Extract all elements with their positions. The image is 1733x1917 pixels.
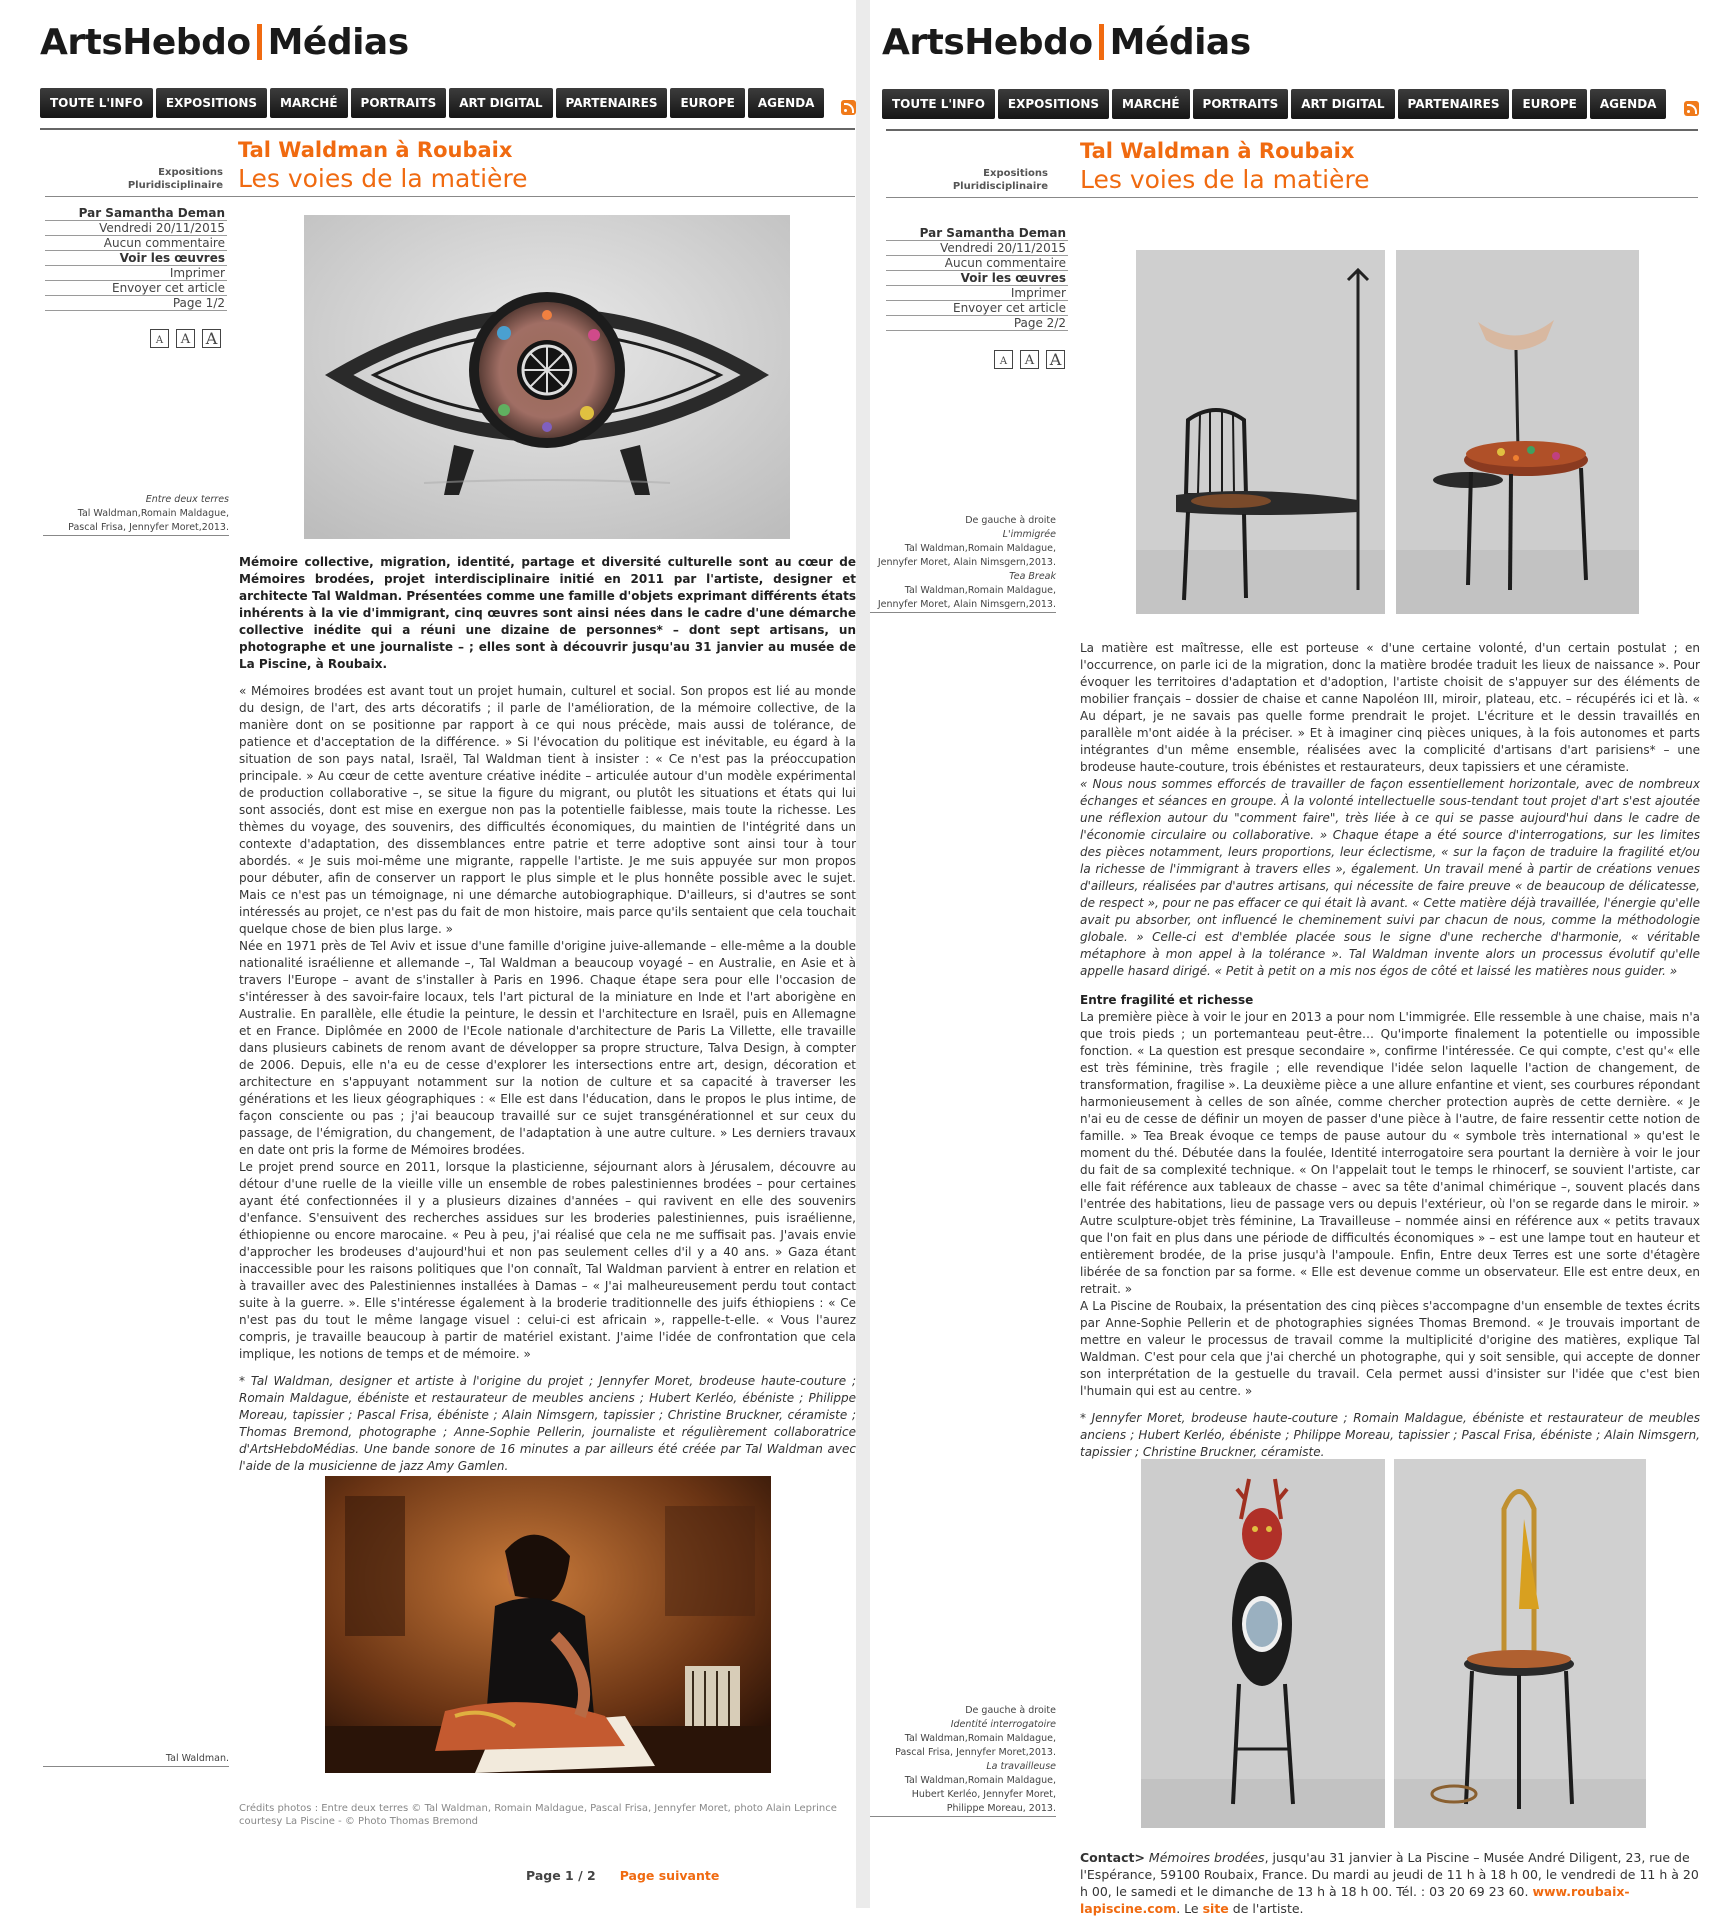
rss-icon[interactable] (1684, 101, 1699, 116)
photo-identite-interrogatoire[interactable] (1141, 1459, 1385, 1828)
logo-divider (257, 24, 262, 60)
view-works-link[interactable]: Voir les œuvres (886, 271, 1068, 286)
tea-break-stool-image (1396, 250, 1639, 614)
logo-text-right: Médias (1109, 22, 1251, 63)
caption-line: Tal Waldman,Romain Maldague, (904, 543, 1056, 554)
article-page-1 (0, 0, 855, 1908)
send-article-link[interactable]: Envoyer cet article (886, 301, 1068, 316)
comments-link[interactable]: Aucun commentaire (45, 236, 227, 251)
footnote: * Tal Waldman, designer et artiste à l'origine du projet ; Jennyfer Moret, brodeuse haute-couture ; Romain Maldague, ébéniste et restaurateur de meubles anciens ; Hubert Kerléo, ébéniste ; Philippe Moreau, tapissier ; Pascal Frisa, ébéniste ; Alain Nimsgern, tapissier ; Christine Bruckner, céramiste ; Thomas Bremond, photographe ; Anne-Sophie Pellerin, journaliste et régulièrement collaboratrice d'ArtsHebdoMédias. Une bande sonore de 16 minutes a par ailleurs été créée par Tal Waldman avec l'aide de la musicienne de jazz Amy Gamlen. (239, 1374, 856, 1473)
caption-title: Tea Break (1009, 571, 1056, 582)
nav-art-digital[interactable]: ART DIGITAL (1291, 89, 1394, 119)
print-link[interactable]: Imprimer (886, 286, 1068, 301)
nav-partenaires[interactable]: PARTENAIRES (1398, 89, 1510, 119)
article-body-page-1 (239, 554, 856, 1475)
article-body-page-2 (1080, 640, 1700, 1461)
article-title: Tal Waldman à Roubaix (238, 138, 513, 162)
nav-europe[interactable]: EUROPE (670, 88, 744, 118)
main-nav (40, 88, 827, 118)
section-heading: Entre fragilité et richesse (1080, 993, 1254, 1007)
article-meta (886, 226, 1068, 331)
caption-line: Tal Waldman. (43, 1752, 229, 1767)
nav-expositions[interactable]: EXPOSITIONS (998, 89, 1109, 119)
nav-toute-linfo[interactable]: TOUTE L'INFO (882, 89, 995, 119)
caption-title: Identité interrogatoire (950, 1719, 1056, 1730)
comments-link[interactable]: Aucun commentaire (886, 256, 1068, 271)
nav-expositions[interactable]: EXPOSITIONS (156, 88, 267, 118)
article-subtitle: Les voies de la matière (238, 164, 528, 193)
photo-caption-2 (43, 1752, 229, 1767)
article-meta (45, 206, 227, 311)
contact-text: , jusqu'au 31 janvier à La Piscine – Musée André Diligent, 23, rue de l'Espérance, 59100 Roubaix, France. Du mardi au jeudi de 11 h à 18 h 00, le vendredi de 11 h à 20 h 00, le samedi et le dimanche de 13 h à 18 h 00. Tél. : 03 20 69 23 60. (1080, 1850, 1699, 1899)
send-article-link[interactable]: Envoyer cet article (45, 281, 227, 296)
body-paragraph: Née en 1971 près de Tel Aviv et issue d'une famille d'origine juive-allemande – elle-même a la double nationalité israélienne et allemande –, Tal Waldman a beaucoup voyagé – en Australie, en Asie et à travers l'Europe – avant de s'installer à Paris en 1996. Chaque étape sera pour elle l'occasion de s'intéresser à des savoir-faire locaux, tels l'art pictural de la miniature en Inde et l'art aborigène en Australie. En parallèle, elle étudie la peinture, le dessin et l'architecture en Israël, puis en Allemagne et en France. Diplômée en 2000 de l'Ecole nationale d'architecture de Paris La Villette, elle travaille dans plusieurs cabinets de renom avant de développer sa propre structure, Talva Design, à compter de 2006. Depuis, elle n'a eu de cesse d'explorer les intersections entre art, design, décoration et architecture en s'appuyant notamment sur la notion de culture et sa capacité à traverser les générations et les lieux géographiques : « Elle est dans l'éducation, dans le propos le plus intime, de façon consciente ou pas ; j'ai beaucoup travaillé sur ce sujet transgénérationnel et sur ceux du passage, de l'émigration, du changement, de l'adaptation à une autre culture. » Les derniers travaux en date ont pris la forme de Mémoires brodées. (239, 939, 856, 1157)
title-rule (45, 196, 855, 197)
eye-sculpture-image (304, 215, 790, 539)
caption-line: Hubert Kerléo, Jennyfer Moret, (911, 1789, 1056, 1800)
article-rubrics (43, 166, 223, 192)
page-count: Page 1 / 2 (526, 1868, 596, 1883)
nav-art-digital[interactable]: ART DIGITAL (449, 88, 552, 118)
body-paragraph: Le projet prend source en 2011, lorsque la plasticienne, séjournant alors à Jérusalem, découvre au détour d'une ruelle de la vieille ville un ensemble de robes palestiniennes brodées – pour certaines ayant été confectionnées il y a plusieurs dizaines d'années – qui ravivent en elle des souvenirs d'enfance. S'ensuivent des recherches assidues sur les broderies palestiniennes, puis israélienne, éthiopienne ou encore marocaine. « Peu à peu, j'ai réalisé que cela ne me suffisait pas. J'avais envie d'approcher les brodeuses d'aujourd'hui et non pas seulement celles d'il y a 40 ans. » Gaza étant inaccessible pour les raisons politiques que l'on connaît, Tal Waldman parvient à entrer en relation et à travailler avec des Palestiniennes installées à Damas – « J'ai malheureusement perdu tout contact suite à la guerre. ». Elle s'intéresse également à la broderie traditionnelle des juifs éthiopiens : « Ce n'est pas du tout le même langage visuel : celui-ci est africain », rappelle-t-elle. « Vous l'aurez compris, je travaille beaucoup à partir de matériel existant. J'aime l'idée de confrontation que cela implique, les notions de temps et de mémoire. » (239, 1160, 856, 1361)
header-rule (40, 128, 855, 130)
view-works-link[interactable]: Voir les œuvres (45, 251, 227, 266)
body-paragraph: La matière est maîtresse, elle est porteuse « d'une certaine volonté, d'un certain postulat ; en l'occurrence, on parle ici de la migration, donc la matière brodée traduit les lieux de naissance ». Pour évoquer les territoires d'adaptation et d'adoption, l'artiste choisit de s'appuyer sur des éléments de mobilier français – dossier de chaise et canne Napoléon III, miroir, plateau, etc. – récupérés ici et là. « Au départ, je ne savais pas quelle forme prendrait le projet. L'écriture et le dessin travaillés en parallèle m'ont aidée à la préciser. » Et à imaginer cinq pièces uniques, à la fois autonomes et parts intégrantes d'un même ensemble, réalisées avec la complicité d'artisans d'art parisiens* – une brodeuse haute-couture, trois ébénistes et restaurateurs, deux tapissiers et une céramiste. (1080, 641, 1700, 774)
body-paragraph: « Nous nous sommes efforcés de travailler de façon essentiellement horizontale, avec de nombreux échanges et séances en groupe. À la volonté intellectuelle sous-tendant tout projet d'art s'est ajoutée une réflexion autour du "comment faire", très liée à ce qui se passe aujourd'hui dans le cadre de l'économie circulaire ou collaborative. » Chaque étape a été source d'interrogations, sur les limites des pièces notamment, leurs proportions, leur éclectisme, « sur la façon de traduire la fragilité et/ou la richesse de l'immigrant à travers elles », également. Un travail mené à partir de créations venues d'ailleurs, réalisées par d'autres artisans, qui nécessite de faire preuve « de beaucoup de délicatesse, de respect », pour ne pas effacer ce qui était là avant. « Cette matière déjà travaillée, l'énergie qu'elle avait pu absorber, ont influencé le cheminement suivi par chacun de nous, comme la méthodologie globale. » Celle-ci est d'emblée placée sous le signe d'une recherche d'harmonie, « véritable métaphore à mon appel à la tolérance ». Tal Waldman invente alors un processus évolutif qu'elle appelle hasard dirigé. « Petit à petit on a mis nos égos de côté et laissé les matières nous guider. » (1080, 777, 1700, 978)
header-rule (886, 129, 1698, 131)
caption-line: Jennyfer Moret, Alain Nimsgern,2013. (870, 598, 1056, 613)
contact-title: Mémoires brodées (1148, 1850, 1265, 1865)
caption-line: Jennyfer Moret, Alain Nimsgern,2013. (877, 557, 1056, 568)
caption-line: Pascal Frisa, Jennyfer Moret,2013. (43, 521, 229, 536)
page-indicator: Page 2/2 (886, 316, 1068, 331)
caption-line: Tal Waldman,Romain Maldague, (904, 1733, 1056, 1744)
caption-line: De gauche à droite (965, 1705, 1056, 1716)
page-indicator: Page 1/2 (45, 296, 227, 311)
photo-caption-4 (870, 1704, 1056, 1817)
nav-agenda[interactable]: AGENDA (1590, 89, 1667, 119)
nav-portraits[interactable]: PORTRAITS (351, 88, 447, 118)
caption-title: Entre deux terres (145, 494, 229, 505)
site-logo[interactable] (40, 22, 409, 63)
photo-limmigree[interactable] (1136, 250, 1385, 614)
photo-tea-break[interactable] (1396, 250, 1639, 614)
footnote: * Jennyfer Moret, brodeuse haute-couture ; Romain Maldague, ébéniste et restaurateur de meubles anciens ; Hubert Kerléo, ébéniste ; Philippe Moreau, tapissier ; Pascal Frisa, ébéniste ; Alain Nimsgern, tapissier ; Christine Bruckner, céramiste. (1080, 1411, 1700, 1459)
font-small-button[interactable]: A (150, 329, 169, 348)
site-logo[interactable] (882, 22, 1251, 63)
article-page-2 (870, 0, 1733, 1916)
identite-mirror-image (1141, 1459, 1385, 1828)
font-small-button[interactable]: A (994, 350, 1013, 369)
nav-marche[interactable]: MARCHÉ (270, 88, 348, 118)
logo-text-right: Médias (267, 22, 409, 63)
font-medium-button[interactable]: A (176, 329, 195, 348)
font-size-controls (994, 350, 1072, 369)
lead-paragraph: Mémoire collective, migration, identité, partage et diversité culturelle sont au cœur de Mémoires brodées, projet interdisciplinaire initié en 2011 par l'artiste, designer et architecte Tal Waldman. Présentées comme une famille d'objets exprimant différents états inhérents à la vie d'immigrant, cinq œuvres sont ainsi nées dans le cadre d'une démarche collective inédite qui a réuni une dizaine de personnes* – dont sept artisans, un photographe et une journaliste – ; elles sont à découvrir jusqu'au 31 janvier au musée de La Piscine, à Roubaix. (239, 555, 856, 671)
article-rubrics (868, 167, 1048, 193)
title-rule (886, 197, 1698, 198)
nav-europe[interactable]: EUROPE (1512, 89, 1586, 119)
caption-line: Tal Waldman,Romain Maldague, (77, 508, 229, 519)
contact-label: Contact> (1080, 1850, 1145, 1865)
caption-title: La travailleuse (986, 1761, 1056, 1772)
artist-site-link[interactable]: site (1202, 1901, 1229, 1916)
nav-toute-linfo[interactable]: TOUTE L'INFO (40, 88, 153, 118)
museum-website-link[interactable]: www.roubaix-lapiscine.com (1080, 1884, 1630, 1916)
nav-marche[interactable]: MARCHÉ (1112, 89, 1190, 119)
caption-line: Philippe Moreau, 2013. (870, 1802, 1056, 1817)
photo-tal-waldman[interactable] (325, 1476, 771, 1773)
article-title: Tal Waldman à Roubaix (1080, 139, 1355, 163)
font-large-button[interactable]: A (1046, 350, 1065, 369)
caption-line: Tal Waldman,Romain Maldague, (904, 1775, 1056, 1786)
artist-portrait-image (325, 1476, 771, 1773)
rubric-pluridisciplinaire[interactable]: Pluridisciplinaire (127, 180, 223, 191)
photo-caption-1 (43, 493, 229, 536)
font-size-controls (150, 329, 228, 348)
date: Vendredi 20/11/2015 (886, 241, 1068, 256)
font-medium-button[interactable]: A (1020, 350, 1039, 369)
article-subtitle: Les voies de la matière (1080, 165, 1370, 194)
photo-credits: Crédits photos : Entre deux terres © Tal Waldman, Romain Maldague, Pascal Frisa, Jennyfer Moret, photo Alain Leprince courtesy La Piscine - © Photo Thomas Bremond (239, 1803, 837, 1827)
caption-line: Pascal Frisa, Jennyfer Moret,2013. (895, 1747, 1056, 1758)
body-paragraph: « Mémoires brodées est avant tout un projet humain, culturel et social. Son propos est lié au monde du design, de l'art, des arts décoratifs ; il parle de l'amélioration, de la mémoire collective, de la manière dont on se positionne par rapport à ce qui nous précède, mais aussi de tolérance, de patience et d'acceptation de la différence. » Si l'évocation du politique est inévitable, eu égard à la situation de son pays natal, Israël, Tal Waldman tient à insister : « Ce n'est pas la préoccupation principale. » Au cœur de cette aventure créative inédite – articulée autour d'un modèle expérimental de production collaborative –, se situe la figure du migrant, ou plutôt les situations et états qui lui sont associés, dont est mise en exergue non pas la potentielle faiblesse, mais toute la richesse. Les thèmes du voyage, des souvenirs, des difficultés économiques, du maintien de l'intégrité dans un contexte d'adaptation, des dissemblances entre patrie et terre adoptive sont ainsi tour à tour abordés. « Je suis moi-même une migrante, rappelle l'artiste. Je me suis appuyée sur mon propos pour débuter, afin de conserver un rapport le plus simple et le plus honnête possible avec le sujet. Mais ce n'est pas un témoignage, ni une démarche autobiographique. D'ailleurs, si d'autres se sont intéressés au projet, ce n'est pas du fait de mon histoire, mais parce qu'ils sentaient que cela touchait quelque chose de bien plus large. » (239, 684, 856, 936)
rubric-pluridisciplinaire[interactable]: Pluridisciplinaire (952, 181, 1048, 192)
caption-line: Tal Waldman,Romain Maldague, (904, 585, 1056, 596)
nav-portraits[interactable]: PORTRAITS (1193, 89, 1289, 119)
nav-partenaires[interactable]: PARTENAIRES (556, 88, 668, 118)
caption-title: L'immigrée (1002, 529, 1056, 540)
contact-text: . Le (1176, 1901, 1203, 1916)
next-page-link[interactable]: Page suivante (619, 1868, 720, 1883)
logo-text-left: ArtsHebdo (882, 22, 1093, 63)
body-paragraph: La première pièce à voir le jour en 2013 a pour nom L'immigrée. Elle ressemble à une chaise, mais n'a que trois pieds ; un portemanteau peut-être… Qu'importe finalement la potentielle ou impossible fonction. « La question est presque secondaire », confirme l'intéressée. Ce qui compte, c'est qu'« elle est très féminine, très fragile ; elle revendique l'idée selon laquelle l'action de changement, de transformation, fragilise ». La deuxième pièce a une allure enfantine et vient, ses courbures répondant harmonieusement à celles de son aînée, comme chercher protection auprès de cette dernière. « Je n'ai eu de cesse de définir un moyen de passer d'une pièce à l'autre, de faire ressentir cette notion de famille. » Tea Break évoque ce temps de pause autour du « symbole très international » qu'est le moment du thé. Débutée dans la foulée, Identité interrogatoire sera pourtant la dernière à voir le jour du fait de sa complexité technique. « On l'appelait tout le temps le rhinocerf, se souvient l'artiste, car elle fait référence aux tableaux de chasse – avec sa tête d'animal chimérique –, souvent placés dans l'entrée des habitations, lieu de passage vers ou depuis l'extérieur, où l'on se regarde dans le miroir. » Autre sculpture-objet très féminine, La Travailleuse – nommée ainsi en référence aux « petits travaux que l'on fait en plus dans une période de difficultés économiques » – est une lampe tout en hauteur et entièrement brodée, de la prise jusqu'à l'ampoule. Enfin, Entre deux Terres est une sorte d'étagère libérée de sa fonction par sa forme. « Elle est devenue comme un observateur. Elle est entre deux, en retrait. » (1080, 1010, 1700, 1296)
rubric-expositions[interactable]: Expositions (983, 168, 1048, 179)
date: Vendredi 20/11/2015 (45, 221, 227, 236)
body-paragraph: A La Piscine de Roubaix, la présentation des cinq pièces s'accompagne d'un ensemble de textes écrits par Anne-Sophie Pellerin et de photographies signées Thomas Bremond. « Je trouvais important de mettre en valeur le processus de travail comme la multiplicité d'origine des matières, explique Tal Waldman. C'est pour cela que j'ai cherché un photographe, qui y soit sensible, qui accepte de donner son interprétation de la gestuelle du travail. Cela permet aussi d'insister sur l'idée que c'est bien l'humain qui est au centre. » (1080, 1299, 1700, 1398)
photo-caption-3 (870, 514, 1056, 613)
column-divider (856, 0, 870, 1908)
limmigree-chair-image (1136, 250, 1385, 614)
travailleuse-lamp-image (1394, 1459, 1646, 1828)
caption-line: De gauche à droite (965, 515, 1056, 526)
main-nav (882, 89, 1669, 119)
pagination (526, 1868, 719, 1883)
rss-icon[interactable] (841, 100, 856, 115)
print-link[interactable]: Imprimer (45, 266, 227, 281)
rubric-expositions[interactable]: Expositions (158, 167, 223, 178)
contact-block (1080, 1849, 1700, 1917)
font-large-button[interactable]: A (202, 329, 221, 348)
contact-text: de l'artiste. (1228, 1901, 1304, 1916)
photo-la-travailleuse[interactable] (1394, 1459, 1646, 1828)
author[interactable]: Par Samantha Deman (886, 226, 1068, 241)
photo-entre-deux-terres[interactable] (304, 215, 790, 539)
author[interactable]: Par Samantha Deman (45, 206, 227, 221)
logo-divider (1099, 24, 1104, 60)
logo-text-left: ArtsHebdo (40, 22, 251, 63)
nav-agenda[interactable]: AGENDA (748, 88, 825, 118)
